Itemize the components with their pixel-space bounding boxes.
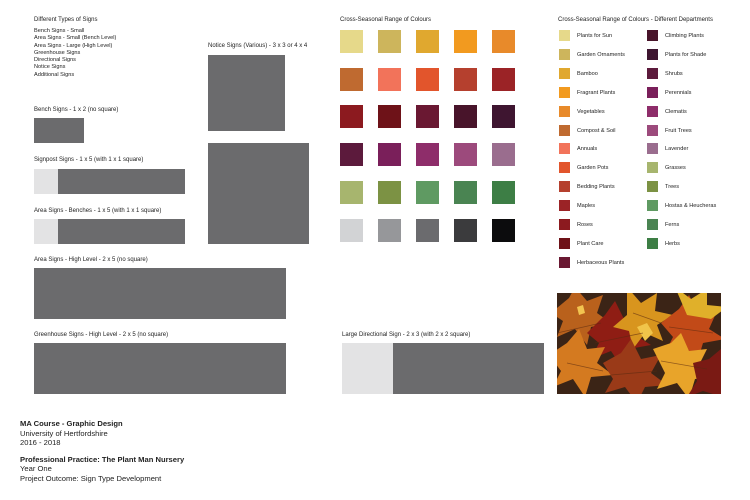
department-swatch (647, 30, 658, 41)
palette-swatch (416, 181, 439, 204)
department-label: Maples (577, 203, 596, 210)
department-label: Hostas & Heucheras (665, 203, 717, 210)
notice-sign-large (208, 143, 309, 244)
department-label: Fruit Trees (665, 127, 692, 134)
palette-swatch (454, 219, 477, 242)
palette-swatch (492, 30, 515, 53)
department-label: Lavender (665, 146, 689, 153)
department-label: Garden Pots (577, 165, 609, 172)
area-high-sign-label: Area Signs - High Level - 2 x 5 (no square) (34, 257, 148, 263)
department-swatch (559, 200, 570, 211)
department-swatch (559, 49, 570, 60)
palette-swatch (492, 219, 515, 242)
types-heading: Different Types of Signs (34, 17, 98, 23)
department-label: Annuals (577, 146, 598, 153)
palette-swatch (340, 68, 363, 91)
list-item: Greenhouse Signs (34, 49, 81, 56)
list-item: Directional Signs (34, 57, 76, 64)
department-label: Grasses (665, 165, 686, 172)
department-label: Roses (577, 222, 593, 228)
footer (20, 419, 184, 484)
palette-swatch (340, 219, 363, 242)
department-swatch (647, 106, 658, 117)
department-label: Herbaceous Plants (577, 259, 625, 266)
palette-swatch (378, 30, 401, 53)
department-swatch (647, 162, 658, 173)
palette-swatch (378, 219, 401, 242)
department-swatch (647, 181, 658, 192)
palette-swatch (454, 30, 477, 53)
palette-swatch (454, 68, 477, 91)
departments-heading: Cross-Seasonal Range of Colours - Different Departments (558, 17, 713, 23)
department-swatch (647, 87, 658, 98)
department-swatch (559, 181, 570, 192)
signpost-sign-label: Signpost Signs - 1 x 5 (with 1 x 1 square) (34, 157, 144, 163)
department-swatch (647, 143, 658, 154)
palette-swatch (340, 143, 363, 166)
area-benches-sign-label: Area Signs - Benches - 1 x 5 (with 1 x 1 square) (34, 208, 162, 214)
course-title: MA Course - Graphic Design (20, 419, 123, 428)
directional-sign (393, 343, 544, 394)
notice-sign-label: Notice Signs (Various) - 3 x 3 or 4 x 4 (208, 43, 308, 49)
department-label: Bedding Plants (577, 184, 615, 191)
palette-swatch (416, 30, 439, 53)
palette-swatch (454, 143, 477, 166)
list-item: Bench Signs - Small (34, 28, 85, 34)
signpost-sign (58, 169, 185, 194)
notice-sign-small (208, 55, 285, 131)
department-label: Vegetables (577, 108, 605, 115)
department-label: Perennials (665, 89, 692, 96)
department-swatch (559, 30, 570, 41)
greenhouse-sign-label: Greenhouse Signs - High Level - 2 x 5 (no square) (34, 332, 169, 338)
list-item: Area Signs - Large (High Level) (34, 42, 113, 49)
greenhouse-sign (34, 343, 286, 394)
palette-swatch (340, 30, 363, 53)
department-swatch (647, 125, 658, 136)
palette-swatch (378, 181, 401, 204)
department-label: Compost & Soil (577, 127, 616, 134)
palette-swatch (340, 181, 363, 204)
department-swatch (559, 143, 570, 154)
autumn-leaves-photo (557, 293, 721, 394)
list-item: Notice Signs (34, 64, 66, 71)
area-benches-sign (58, 219, 185, 244)
list-item: Area Signs - Small (Bench Level) (34, 35, 117, 42)
department-swatch (647, 49, 658, 60)
area-benches-sign-square (34, 219, 58, 244)
palette-swatch (416, 143, 439, 166)
palette-swatch (492, 105, 515, 128)
palette-swatch (416, 68, 439, 91)
department-label: Trees (665, 184, 680, 191)
department-label: Climbing Plants (665, 33, 704, 39)
year-label: Year One (20, 464, 52, 474)
palette-swatch (378, 68, 401, 91)
palette-swatch (454, 181, 477, 204)
department-swatch (647, 68, 658, 79)
department-swatch (647, 200, 658, 211)
palette-swatch (340, 105, 363, 128)
signpost-sign-square (34, 169, 58, 194)
palette-swatch (492, 143, 515, 166)
departments-left-column (559, 30, 649, 270)
directional-sign-label: Large Directional Sign - 2 x 3 (with 2 x 2 square) (342, 332, 471, 338)
department-label: Plants for Sun (577, 33, 613, 39)
department-label: Fragrant Plants (577, 89, 616, 96)
department-swatch (559, 87, 570, 98)
palette-swatch (416, 105, 439, 128)
project-outcome: Project Outcome: Sign Type Development (20, 473, 162, 483)
palette-heading: Cross-Seasonal Range of Colours (340, 17, 432, 23)
department-label: Ferns (665, 222, 680, 228)
department-label: Clematis (665, 108, 687, 115)
department-swatch (559, 257, 570, 268)
palette-swatch (454, 105, 477, 128)
list-item: Additional Signs (34, 71, 75, 78)
department-swatch (559, 219, 570, 230)
department-label: Plant Care (577, 240, 604, 247)
years: 2016 - 2018 (20, 438, 61, 448)
department-swatch (559, 106, 570, 117)
department-swatch (647, 238, 658, 249)
department-swatch (647, 219, 658, 230)
department-label: Shrubs (665, 70, 683, 77)
department-swatch (559, 238, 570, 249)
department-label: Garden Ornaments (577, 51, 625, 58)
palette-swatch (416, 219, 439, 242)
types-list (34, 28, 116, 79)
department-label: Plants for Shade (665, 51, 707, 58)
departments-right-column (647, 30, 737, 260)
project-title: Professional Practice: The Plant Man Nursery (20, 454, 185, 464)
autumn-leaves-image (557, 293, 721, 394)
bench-sign-label: Bench Signs - 1 x 2 (no square) (34, 107, 119, 113)
directional-sign-square (342, 343, 393, 394)
department-swatch (559, 125, 570, 136)
palette-swatch (378, 105, 401, 128)
area-high-sign (34, 268, 286, 319)
department-swatch (559, 162, 570, 173)
department-swatch (559, 68, 570, 79)
palette-swatch (378, 143, 401, 166)
department-label: Herbs (665, 240, 680, 247)
university: University of Hertfordshire (20, 428, 108, 438)
department-label: Bamboo (577, 70, 598, 77)
bench-sign (34, 118, 84, 143)
palette-swatch (492, 68, 515, 91)
palette-swatch (492, 181, 515, 204)
palette-grid (340, 30, 520, 245)
